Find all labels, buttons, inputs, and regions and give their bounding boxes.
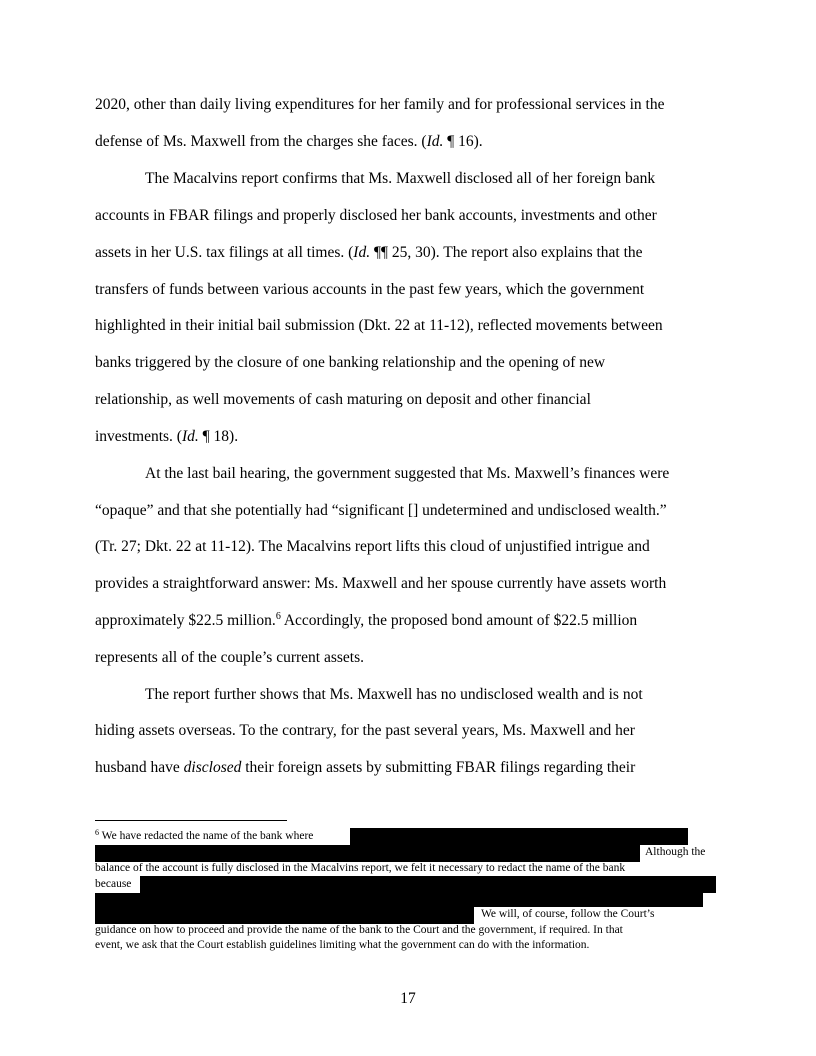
body-line: accounts in FBAR filings and properly disclosed her bank accounts, investments and other — [95, 207, 657, 224]
footnote-marker: 6 — [95, 828, 99, 837]
footnote-line: guidance on how to proceed and provide the name of the bank to the Court and the government, if required. In that — [95, 924, 623, 936]
redaction-block — [95, 907, 474, 924]
body-line: relationship, as well movements of cash maturing on deposit and other financial — [95, 391, 591, 408]
body-line: investments. (Id. ¶ 18). — [95, 428, 239, 445]
body-line: represents all of the couple’s current assets. — [95, 649, 365, 666]
page-number: 17 — [400, 990, 416, 1007]
body-line: The report further shows that Ms. Maxwell has no undisclosed wealth and is not — [145, 686, 643, 703]
footnote-line: Although the — [645, 846, 706, 858]
footnote-divider — [95, 820, 287, 821]
body-line: transfers of funds between various accounts in the past few years, which the government — [95, 281, 645, 298]
body-line: “opaque” and that she potentially had “significant [] undetermined and undisclosed wealth.” — [95, 502, 667, 519]
body-line: highlighted in their initial bail submission (Dkt. 22 at 11-12), reflected movements between — [95, 317, 663, 334]
redaction-block — [350, 828, 688, 845]
footnote-reference[interactable]: 6 — [275, 611, 281, 622]
body-line: banks triggered by the closure of one banking relationship and the opening of new — [95, 354, 606, 371]
redaction-block — [95, 893, 703, 907]
body-line: defense of Ms. Maxwell from the charges she faces. (Id. ¶ 16). — [95, 133, 483, 150]
body-line: 2020, other than daily living expenditures for her family and for professional services in the — [95, 96, 665, 113]
footnote-line: We will, of course, follow the Court’s — [481, 908, 655, 920]
body-line: At the last bail hearing, the government suggested that Ms. Maxwell’s finances were — [145, 465, 670, 482]
body-line: assets in her U.S. tax filings at all times. (Id. ¶¶ 25, 30). The report also explains that the — [95, 244, 643, 261]
body-line: (Tr. 27; Dkt. 22 at 11-12). The Macalvins report lifts this cloud of unjustified intrigue and — [95, 538, 650, 555]
redaction-block — [140, 876, 716, 893]
footnote-line: because — [95, 878, 132, 890]
footnote-line: balance of the account is fully disclosed in the Macalvins report, we felt it necessary to redact the name of the bank — [95, 862, 626, 874]
body-line: The Macalvins report confirms that Ms. Maxwell disclosed all of her foreign bank — [145, 170, 656, 187]
redaction-block — [95, 845, 640, 862]
footnote-line: event, we ask that the Court establish guidelines limiting what the government can do with the information. — [95, 939, 590, 951]
body-line: husband have disclosed their foreign assets by submitting FBAR filings regarding their — [95, 759, 636, 776]
body-line: provides a straightforward answer: Ms. Maxwell and her spouse currently have assets worth — [95, 575, 667, 592]
body-line: approximately $22.5 million.$^6$ Accordingly, the proposed bond amount of $22.5 million — [95, 611, 638, 629]
body-line: hiding assets overseas. To the contrary, for the past several years, Ms. Maxwell and her — [95, 722, 635, 739]
footnote-line: $^6$ We have redacted the name of the bank where — [95, 828, 314, 842]
